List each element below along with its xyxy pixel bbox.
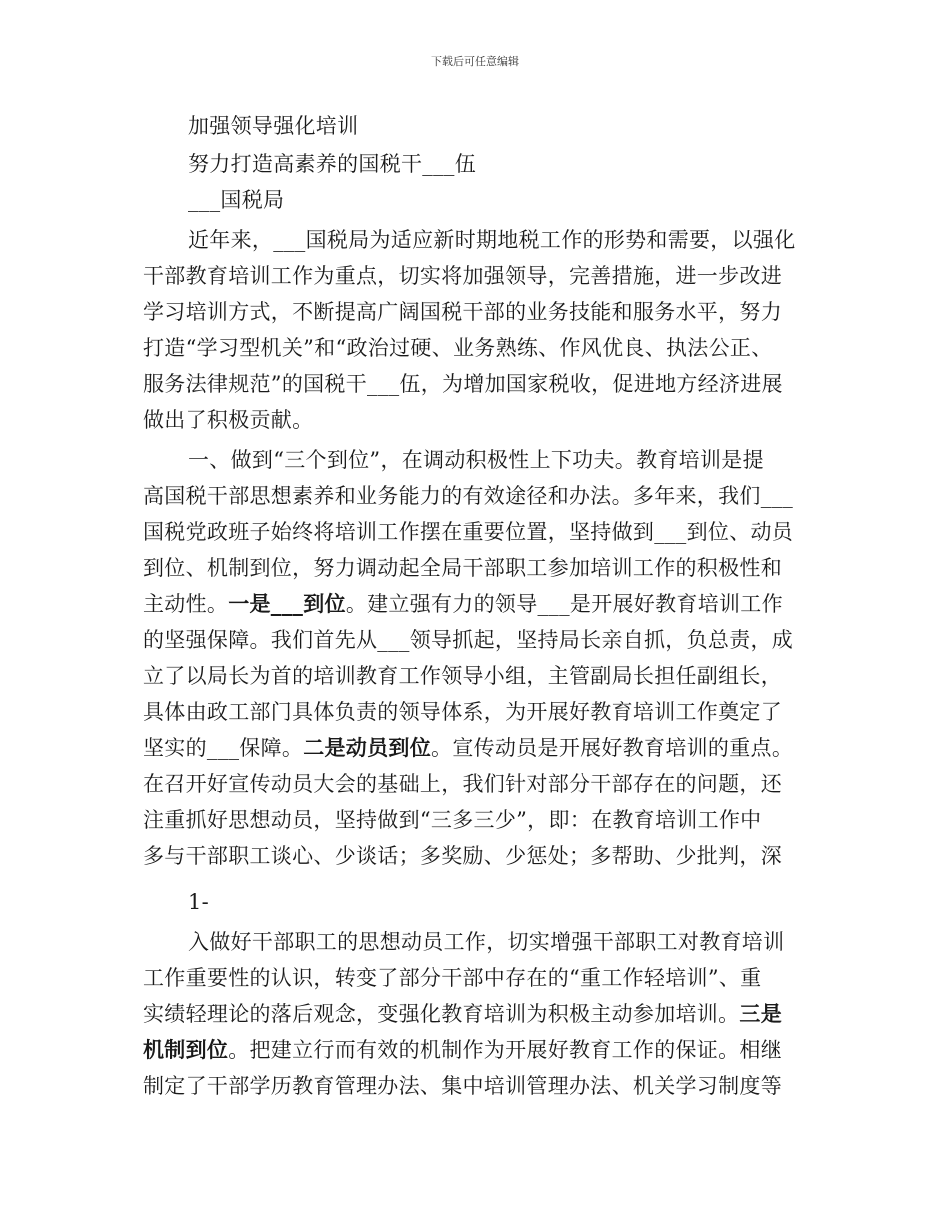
paragraph-1-line: 学习培训方式，不断提高广阔国税干部的业务技能和服务水平，努力 — [143, 300, 782, 324]
page-header: 下载后可任意编辑 — [431, 55, 519, 68]
paragraph-2-line: 的坚强保障。我们首先从___领导抓起，坚持局长亲自抓，负总责，成 — [143, 628, 794, 652]
title-line-1: 加强领导强化培训 — [188, 114, 359, 138]
paragraph-1-line: 打造“学习型机关”和“政治过硬、业务熟练、作风优良、执法公正、 — [143, 336, 773, 360]
bold-heading-1: 一是___到位 — [228, 591, 346, 616]
page-number: 1- — [188, 890, 210, 914]
paragraph-1-line: 服务法律规范”的国税干___伍，为增加国家税收，促进地方经济进展 — [143, 372, 783, 396]
paragraph-2-line: 多与干部职工谈心、少谈话；多奖励、少惩处；多帮助、少批判，深 — [143, 844, 782, 868]
title-line-2: 努力打造高素养的国税干___伍 — [188, 152, 476, 176]
bold-heading-3: 三是 — [739, 1001, 783, 1026]
paragraph-2-line — [143, 733, 793, 763]
paragraph-1-line: 做出了积极贡献。 — [143, 408, 314, 432]
paragraph-1-line: 干部教育培训工作为重点，切实将加强领导，完善措施，进一步改进 — [143, 264, 782, 288]
paragraph-3-line: 入做好干部职工的思想动员工作，切实增强干部职工对教育培训 — [188, 930, 785, 954]
paragraph-2-line: 具体由政工部门具体负责的领导体系，为开展好教育培训工作奠定了 — [143, 700, 782, 724]
paragraph-2-line: 到位、机制到位，努力调动起全局干部职工参加培训工作的积极性和 — [143, 556, 782, 580]
paragraph-2-line: 一、做到“三个到位”，在调动积极性上下功夫。教育培训是提 — [188, 448, 764, 472]
paragraph-3-line — [143, 999, 782, 1029]
line-text: 坚实的___保障。 — [143, 736, 304, 760]
paragraph-2-line — [143, 589, 783, 619]
bold-heading-2: 二是动员到位 — [303, 735, 432, 760]
paragraph-2-line: 高国税干部思想素养和业务能力的有效途径和办法。多年来，我们___ — [143, 484, 794, 508]
paragraph-2-line: 在召开好宣传动员大会的基础上，我们针对部分干部存在的问题，还 — [143, 772, 782, 796]
line-text: 主动性。 — [143, 592, 229, 616]
bold-heading-3-cont: 机制到位 — [143, 1037, 229, 1062]
title-line-3: ___国税局 — [188, 188, 285, 212]
paragraph-2-line: 注重抓好思想动员，坚持做到“三多三少”，即：在教育培训工作中 — [143, 808, 762, 832]
paragraph-2-line: 国税党政班子始终将培训工作摆在重要位置，坚持做到___到位、动员 — [143, 520, 794, 544]
paragraph-1-line: 近年来，___国税局为适应新时期地税工作的形势和需要，以强化 — [188, 228, 796, 252]
line-text: 。宣传动员是开展好教育培训的重点。 — [431, 736, 794, 760]
line-text: 。把建立行而有效的机制作为开展好教育工作的保证。相继 — [228, 1038, 783, 1062]
paragraph-2-line: 立了以局长为首的培训教育工作领导小组，主管副局长担任副组长， — [143, 664, 782, 688]
line-text: 实绩轻理论的落后观念，变强化教育培训为积极主动参加培训。 — [143, 1002, 740, 1026]
paragraph-3-line: 工作重要性的认识，转变了部分干部中存在的“重工作轻培训”、重 — [143, 966, 762, 990]
line-text: 。建立强有力的领导___是开展好教育培训工作 — [345, 592, 783, 616]
paragraph-3-line: 制定了干部学历教育管理办法、集中培训管理办法、机关学习制度等 — [143, 1074, 782, 1098]
paragraph-3-line — [143, 1035, 782, 1065]
